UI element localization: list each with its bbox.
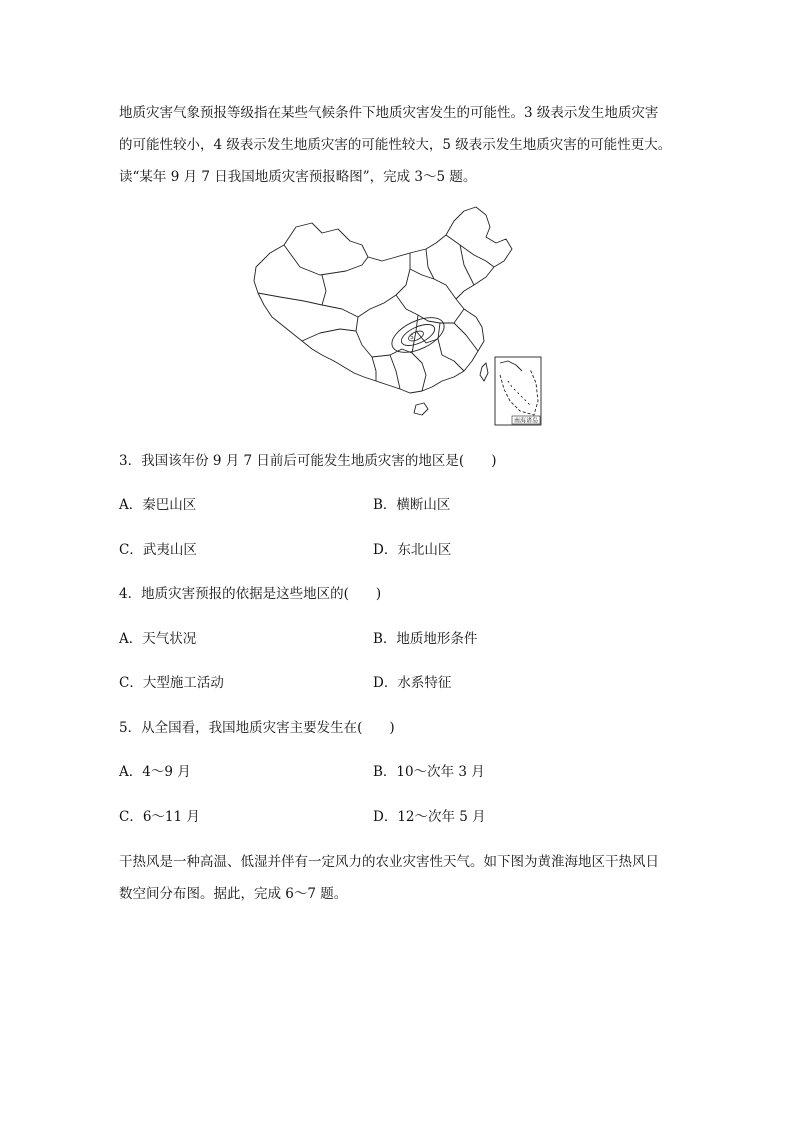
hainan-island	[414, 403, 428, 415]
intro-line-2: 的可能性较小，4 级表示发生地质灾害的可能性较大，5 级表示发生地质灾害的可能性更大。	[119, 137, 672, 153]
inset-label: 南海诸岛	[514, 417, 539, 425]
hazard-zone-inner	[398, 320, 437, 350]
question-4-stem: 4．地质灾害预报的依据是这些地区的( )	[119, 586, 382, 602]
question-5-option-a: A．4～9 月	[119, 764, 191, 780]
province-line	[390, 355, 400, 389]
province-line	[302, 329, 356, 341]
question-3-stem: 3．我国该年份 9 月 7 日前后可能发生地质灾害的地区是( )	[119, 453, 497, 469]
outro-paragraph	[119, 846, 694, 910]
province-line	[258, 293, 358, 317]
question-5-option-d: D．12～次年 5 月	[373, 809, 486, 825]
question-3-option-a: A．秦巴山区	[119, 497, 197, 513]
question-4-option-d: D．水系特征	[373, 675, 452, 691]
province-line	[358, 253, 410, 317]
outro-line-2: 数空间分布图。据此，完成 6～7 题。	[119, 886, 348, 902]
province-line	[460, 245, 474, 285]
province-line	[426, 249, 456, 299]
hazard-zone-label: 5	[410, 334, 414, 341]
country-border	[254, 207, 512, 393]
china-map-outline	[250, 205, 545, 427]
question-4-option-c: C．大型施工活动	[119, 675, 224, 691]
question-4-option-b: B．地质地形条件	[373, 631, 478, 647]
question-3-option-c: C．武夷山区	[119, 542, 197, 558]
province-line	[454, 323, 478, 351]
china-geohazard-map	[250, 205, 545, 427]
province-line	[410, 269, 434, 279]
intro-line-3: 读“某年 9 月 7 日我国地质灾害预报略图”，完成 3～5 题。	[119, 169, 477, 185]
outro-line-1: 干热风是一种高温、低湿并伴有一定风力的农业灾害性天气。如下图为黄淮海地区干热风日	[119, 854, 659, 870]
taiwan-island	[480, 363, 488, 381]
province-line	[284, 245, 368, 275]
question-5-option-b: B．10～次年 3 月	[373, 764, 485, 780]
question-3-option-b: B．横断山区	[373, 497, 451, 513]
question-4-option-a: A．天气状况	[119, 631, 197, 647]
province-line	[446, 235, 494, 267]
province-line	[356, 317, 376, 381]
intro-line-1: 地质灾害气象预报等级指在某些气候条件下地质灾害发生的可能性。3 级表示发生地质灾害	[119, 105, 659, 121]
question-3-option-d: D．东北山区	[373, 542, 452, 558]
province-line	[438, 323, 464, 371]
intro-paragraph	[119, 97, 694, 193]
province-line	[396, 295, 464, 323]
question-5-option-c: C．6～11 月	[119, 809, 200, 825]
question-5-stem: 5．从全国看，我国地质灾害主要发生在( )	[119, 720, 395, 736]
province-line	[322, 275, 326, 305]
